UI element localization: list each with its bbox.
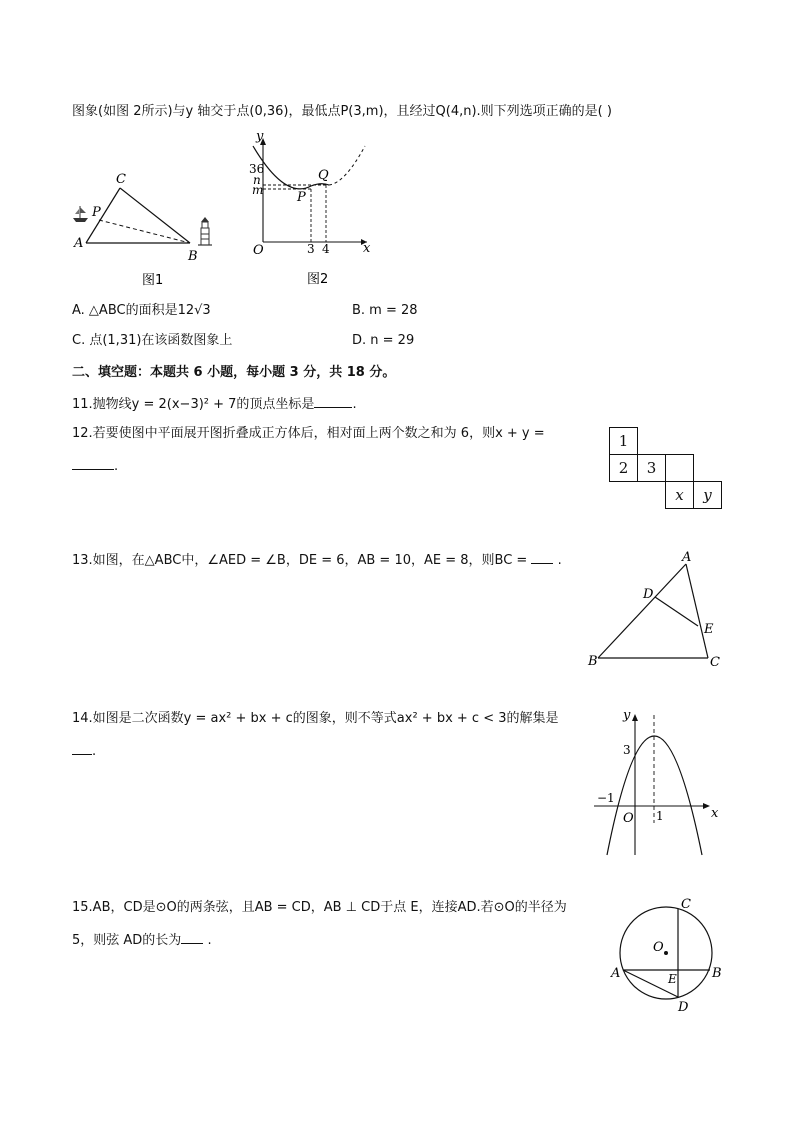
q14-label-O: O — [623, 811, 634, 826]
q15-label-A: A — [611, 966, 621, 981]
q15-label-E: E — [668, 972, 677, 986]
q13-label-C: C — [710, 655, 720, 670]
net-cell-y: y — [693, 481, 722, 509]
q14-label-3: 3 — [623, 743, 631, 757]
q10-option-b: B. m = 28 — [352, 303, 418, 318]
fig2-label-m: m — [252, 183, 264, 197]
fig1-label-C: C — [116, 172, 126, 187]
q10-figure1 — [68, 168, 228, 288]
q10-option-c: C. 点(1,31)在该函数图象上 — [72, 333, 233, 348]
q14-text: 14.如图是二次函数y = ax² + bx + c的图象，则不等式ax² + bx + c < 3的解集是 — [72, 711, 559, 726]
q13-figure — [582, 550, 727, 675]
q10-option-a: A. △ABC的面积是12√3 — [72, 303, 211, 318]
fig1-label-A: A — [74, 236, 84, 251]
q10-figure2 — [245, 128, 380, 288]
q15-stem: 5，则弦 AD的长为 — [72, 933, 182, 948]
q11-text — [72, 395, 357, 414]
fig2-label-O: O — [253, 243, 264, 258]
q13-stem: 13.如图，在△ABC中，∠AED = ∠B，DE = 6，AB = 10，AE = 8，则BC = — [72, 553, 532, 568]
q12-answer-line — [72, 457, 118, 476]
fig1-label-P: P — [92, 205, 101, 220]
q14-label-neg1: −1 — [597, 791, 615, 805]
q13-label-B: B — [588, 654, 598, 669]
q14-answer-line — [72, 742, 96, 761]
q11-stem: 11.抛物线y = 2(x−3)² + 7的顶点坐标是 — [72, 397, 315, 412]
q11-end: . — [352, 397, 357, 412]
fig2-label-x: x — [363, 241, 371, 256]
fig2-label-4: 4 — [322, 242, 330, 256]
q13-label-E: E — [704, 622, 714, 637]
fig2-label-n: n — [253, 173, 261, 187]
fig1-caption: 图1 — [142, 273, 164, 288]
q15-answer-blank[interactable] — [181, 931, 203, 944]
q15-line1: 15.AB，CD是⊙O的两条弦，且AB = CD，AB ⊥ CD于点 E，连接AD.若⊙O的半径为 — [72, 900, 567, 915]
q15-label-C: C — [681, 897, 691, 912]
q15-line2 — [72, 931, 212, 950]
q10-stem: 图象(如图 2所示)与y 轴交于点(0,36)，最低点P(3,m)，且经过Q(4,n).则下列选项正确的是( ) — [72, 104, 612, 119]
q14-label-y: y — [623, 708, 631, 723]
q13-end: . — [557, 553, 562, 568]
net-cell-empty — [665, 454, 694, 482]
fig2-label-36: 36 — [249, 162, 265, 176]
q13-label-A: A — [682, 550, 692, 565]
net-cell-1: 1 — [609, 427, 638, 455]
fig2-label-y: y — [256, 129, 264, 144]
fig2-label-3: 3 — [307, 242, 315, 256]
boat-icon — [73, 206, 88, 222]
q15-end: . — [207, 933, 212, 948]
q12-end: . — [114, 459, 119, 474]
fig1-label-B: B — [188, 249, 198, 264]
q14-answer-blank[interactable] — [72, 742, 92, 755]
q12-text: 12.若要使图中平面展开图折叠成正方体后，相对面上两个数之和为 6，则x + y = — [72, 426, 545, 441]
q13-answer-blank[interactable] — [531, 551, 553, 564]
fig2-caption: 图2 — [307, 272, 329, 287]
fig2-label-Q: Q — [318, 168, 329, 183]
q13-label-D: D — [643, 587, 654, 602]
q14-label-x: x — [711, 806, 719, 821]
q10-option-d: D. n = 29 — [352, 333, 415, 348]
q14-figure — [592, 705, 722, 860]
lighthouse-icon — [198, 217, 212, 245]
q12-answer-blank[interactable] — [72, 457, 114, 470]
q15-label-D: D — [678, 1000, 689, 1015]
fig2-label-P: P — [297, 190, 306, 205]
cube-net — [609, 427, 722, 509]
net-cell-2: 2 — [609, 454, 638, 482]
q13-text — [72, 551, 562, 570]
q15-label-B: B — [712, 966, 722, 981]
section-title: 二、填空题：本题共 6 小题，每小题 3 分，共 18 分。 — [72, 365, 396, 380]
net-cell-x: x — [665, 481, 694, 509]
q14-label-1: 1 — [656, 809, 664, 823]
q15-figure — [606, 895, 731, 1015]
q14-end: . — [92, 744, 97, 759]
net-cell-3: 3 — [637, 454, 666, 482]
q15-label-O: O — [653, 940, 664, 955]
q11-answer-blank[interactable] — [314, 395, 352, 408]
